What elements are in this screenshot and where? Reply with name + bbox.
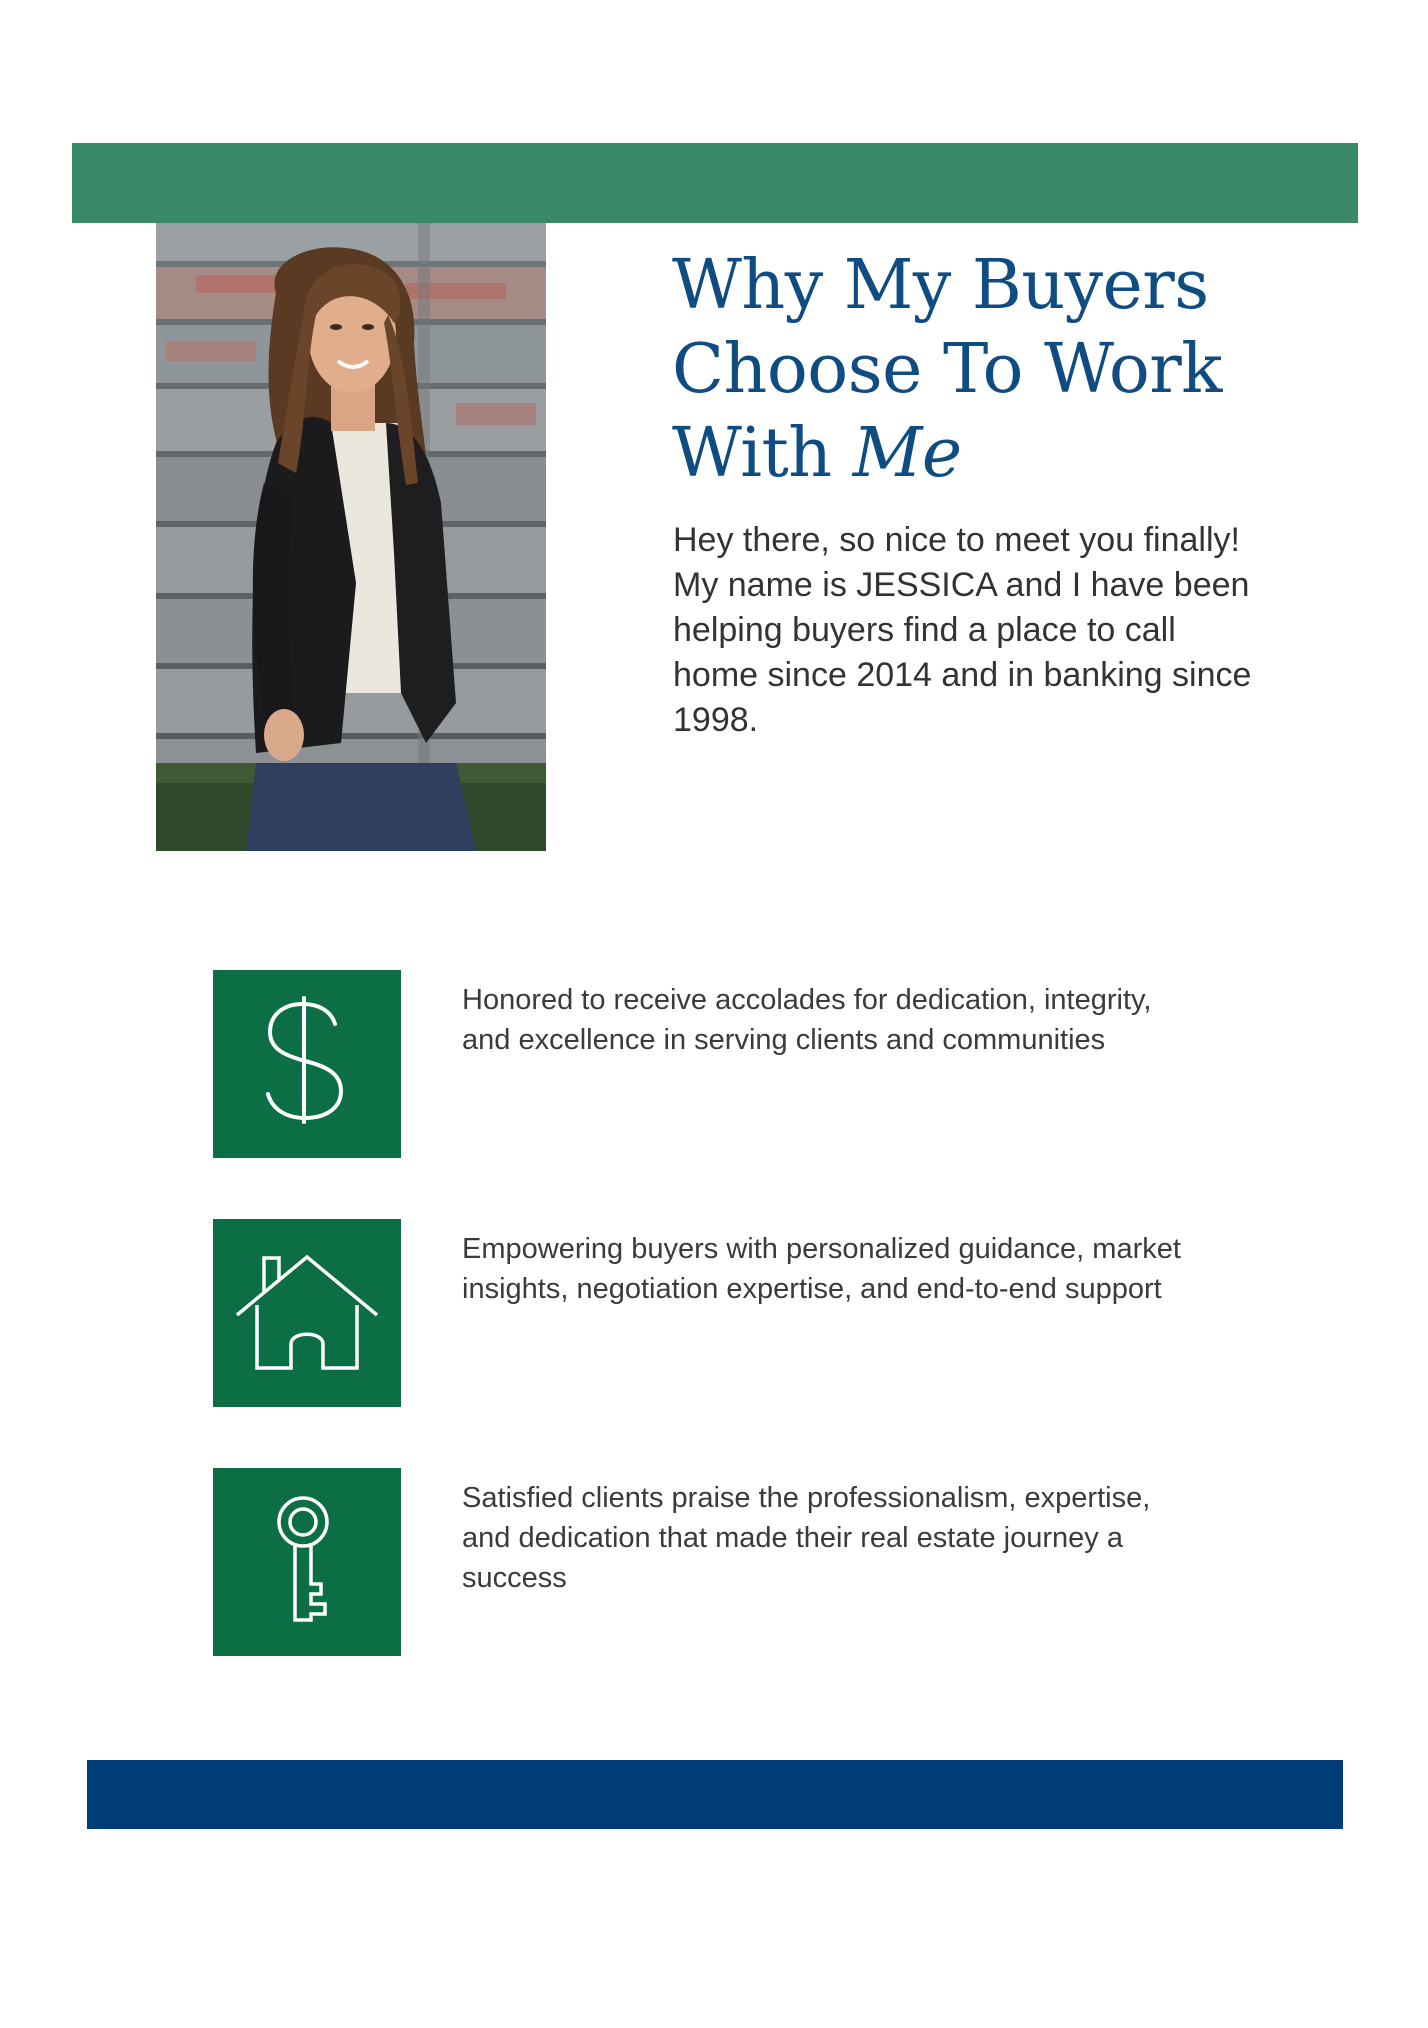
top-accent-bar: [72, 143, 1358, 223]
title-line-3-prefix: With: [672, 414, 853, 493]
feature-text: Satisfied clients praise the professionalism, expertise, and dedication that made their real estate journey a success: [462, 1482, 1151, 1594]
house-icon: [213, 1219, 401, 1407]
agent-photo: [156, 223, 546, 851]
title-line-2: Choose To Work: [672, 330, 1223, 409]
feature-item-guidance: [213, 1219, 1313, 1407]
title-line-1: Why My Buyers: [672, 246, 1209, 325]
title-emphasis: Me: [852, 414, 962, 493]
feature-item-satisfaction: [213, 1468, 1313, 1656]
key-icon: [213, 1468, 401, 1656]
dollar-icon: [213, 970, 401, 1158]
intro-paragraph: Hey there, so nice to meet you finally! My name is JESSICA and I have been helping buyers find a place to call home since 2014 and in banking since 1998.: [673, 521, 1252, 739]
feature-item-accolades: [213, 970, 1313, 1158]
feature-text: Empowering buyers with personalized guidance, market insights, negotiation expertise, and end-to-end support: [462, 1233, 1181, 1305]
feature-text: Honored to receive accolades for dedication, integrity, and excellence in serving clients and communities: [462, 984, 1152, 1056]
bottom-accent-bar: [87, 1760, 1343, 1829]
page-title: [672, 244, 1312, 496]
